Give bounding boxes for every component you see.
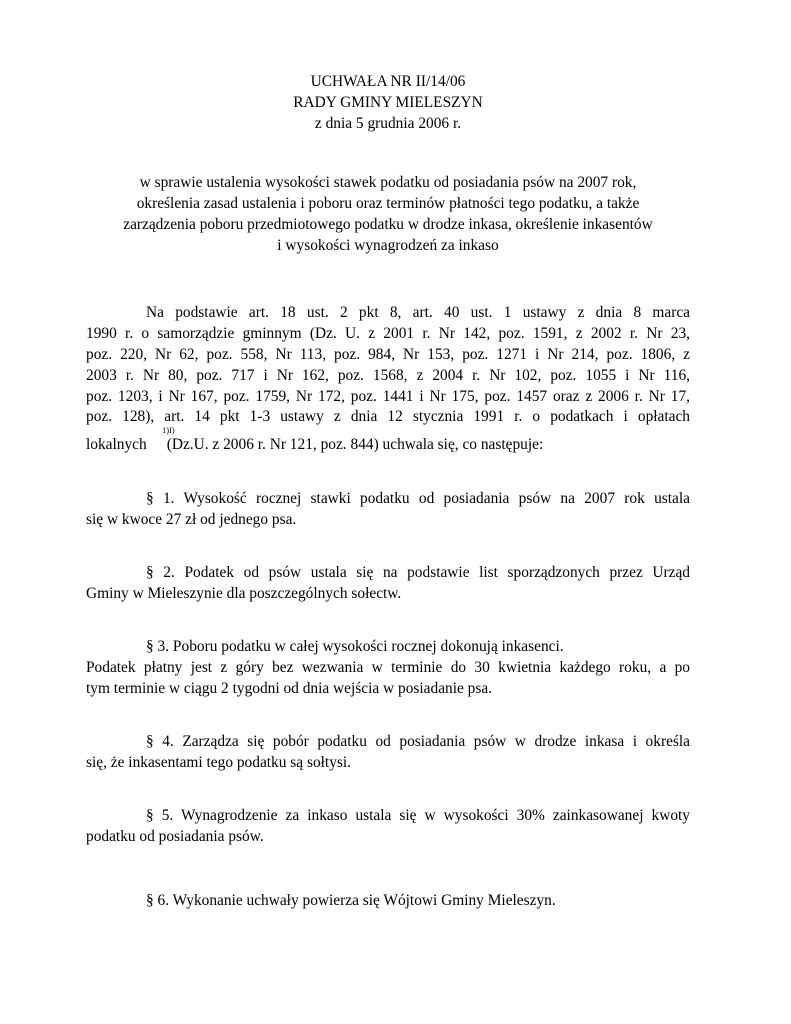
section-5-line-2: podatku od posiadania psów. (86, 828, 264, 845)
section-1-line-1: § 1. Wysokość rocznej stawki podatku od posiadania psów na 2007 rok ustala (146, 490, 690, 507)
preamble-line-7-start: lokalnych (86, 436, 147, 453)
subject-line-2: określenia zasad ustalenia i poboru oraz terminów płatności tego podatku, a także (136, 195, 640, 212)
section-6-line-1: § 6. Wykonanie uchwały powierza się Wójtowi Gminy Mieleszyn. (146, 892, 556, 909)
preamble-line-4: 2003 r. Nr 80, poz. 717 i Nr 162, poz. 1568, z 2004 r. Nr 102, poz. 1055 i Nr 116, (86, 367, 690, 384)
section-3-line-3: tym terminie w ciągu 2 tygodni od dnia wejścia w posiadanie psa. (86, 680, 493, 697)
section-3-line-2: Podatek płatny jest z góry bez wezwania w terminie do 30 kwietnia każdego roku, a po (86, 659, 690, 676)
section-5-line-1: § 5. Wynagrodzenie za inkaso ustala się w wysokości 30% zainkasowanej kwoty (146, 807, 690, 824)
preamble-line-5: poz. 1203, i Nr 167, poz. 1759, Nr 172, poz. 1441 i Nr 175, poz. 1457 oraz z 2006 r. Nr 17, (86, 388, 690, 405)
preamble-line-3: poz. 220, Nr 62, poz. 558, Nr 113, poz. 984, Nr 153, poz. 1271 i Nr 214, poz. 1806, z (86, 346, 690, 363)
section-4-line-1: § 4. Zarządza się pobór podatku od posiadania psów w drodze inkasa i określa (146, 733, 690, 750)
preamble-line-2: 1990 r. o samorządzie gminnym (Dz. U. z 2001 r. Nr 142, poz. 1591, z 2002 r. Nr 23, (86, 325, 690, 342)
subject-line-1: w sprawie ustalenia wysokości stawek podatku od posiadania psów na 2007 rok, (139, 174, 637, 191)
footnote-marker: 1)I) (162, 425, 175, 435)
preamble-line-1: Na podstawie art. 18 ust. 2 pkt 8, art. 40 ust. 1 ustawy z dnia 8 marca (146, 304, 690, 321)
subject-line-3: zarządzenia poboru przedmiotowego podatku w drodze inkasa, określenie inkasentów (123, 216, 653, 233)
section-2-line-2: Gminy w Mieleszynie dla poszczególnych sołectw. (86, 585, 402, 602)
section-2-line-1: § 2. Podatek od psów ustala się na podstawie list sporządzonych przez Urząd (146, 564, 690, 581)
section-1-line-2: się w kwoce 27 zł od jednego psa. (86, 511, 297, 528)
preamble-line-7 (86, 434, 690, 455)
preamble-line-6: poz. 128), art. 14 pkt 1-3 ustawy z dnia 12 stycznia 1991 r. o podatkach i opłatach (86, 408, 690, 425)
subject-line-4: i wysokości wynagrodzeń za inkaso (277, 237, 499, 254)
council-name: RADY GMINY MIELESZYN (293, 94, 483, 111)
resolution-date: z dnia 5 grudnia 2006 r. (314, 115, 462, 132)
section-3-line-1: § 3. Poboru podatku w całej wysokości rocznej dokonują inkasenci. (146, 638, 564, 655)
preamble-line-7-rest: (Dz.U. z 2006 r. Nr 121, poz. 844) uchwala się, co następuje: (166, 436, 544, 453)
resolution-title: UCHWAŁA NR II/14/06 (310, 73, 466, 90)
section-4-line-2: się, że inkasentami tego podatku są sołtysi. (86, 754, 352, 771)
